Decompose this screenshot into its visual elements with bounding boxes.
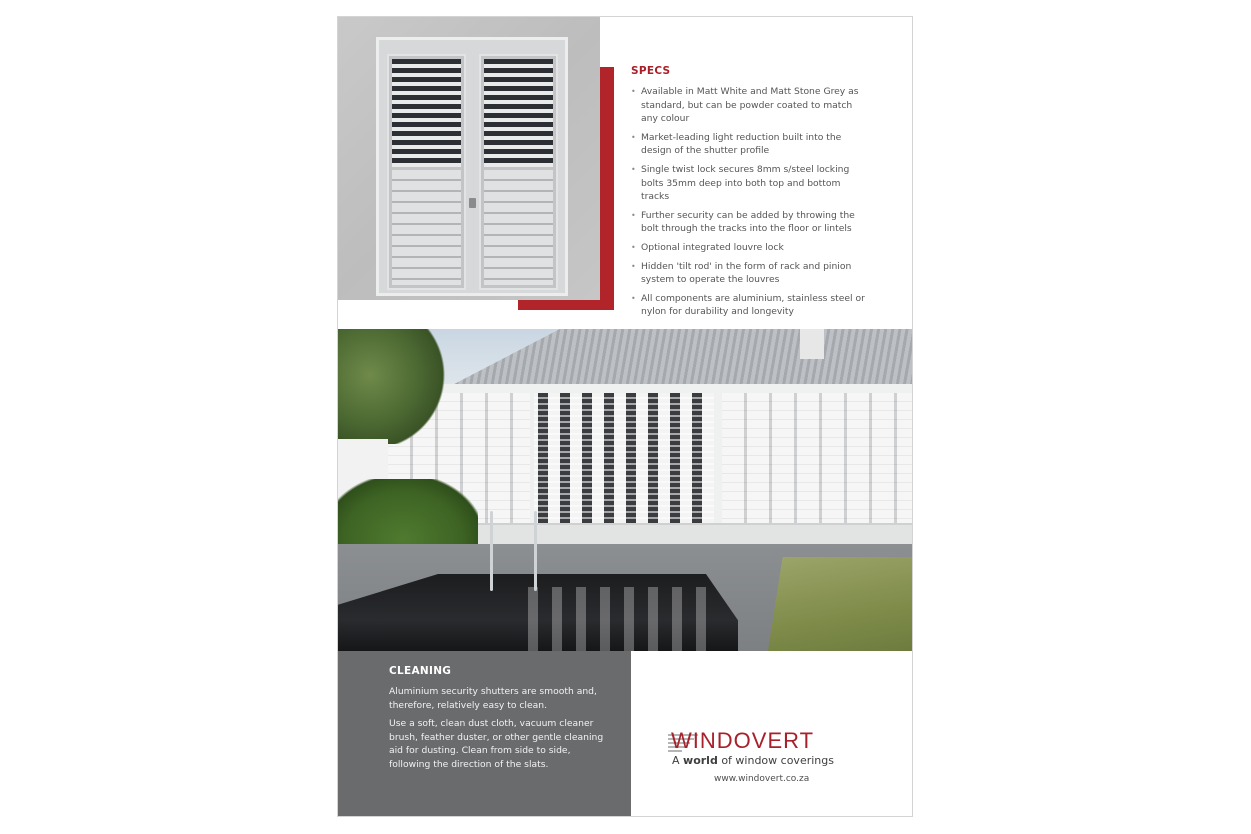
spec-item: • Single twist lock secures 8mm s/steel locking bolts 35mm deep into both top and bottom tracks [631,163,871,204]
cleaning-paragraph: Aluminium security shutters are smooth and, therefore, relatively easy to clean. [389,686,597,711]
specs-list [631,85,871,319]
closed-louvres [392,170,461,285]
open-shutters-center [534,393,714,523]
website-link[interactable]: www.windovert.co.za [714,774,810,784]
pool-house-photo [338,329,913,651]
pool-ladder-rail [534,511,537,591]
spec-item: • Optional integrated louvre lock [631,241,871,255]
closed-louvres [484,170,553,285]
spec-item: • Further security can be added by throwing the bolt through the tracks into the floor or lintels [631,209,871,236]
spec-item: • Hidden 'tilt rod' in the form of rack and pinion system to operate the louvres [631,260,871,287]
pool-reflection [528,587,708,651]
tagline-bold: world [683,754,718,767]
chimney [800,329,824,359]
door-panel-left [387,54,466,290]
door-frame [376,37,568,296]
tagline-suffix: of window coverings [721,754,834,767]
spec-item: • Available in Matt White and Matt Stone Grey as standard, but can be powder coated to match any colour [631,85,871,126]
open-louvres [484,59,553,167]
roof [408,329,913,387]
tagline-prefix: A [672,754,680,767]
cleaning-section [338,651,631,817]
spec-item: • All components are aluminium, stainless steel or nylon for durability and longevity [631,292,871,319]
brochure-page [337,16,913,817]
spec-item: • Market-leading light reduction built into the design of the shutter profile [631,131,871,158]
door-panel-right [479,54,558,290]
logo-tagline [672,754,834,767]
door-shutter-photo [338,17,600,300]
open-louvres [392,59,461,167]
specs-section [631,65,871,324]
logo-wordmark: WINDOVERT [671,728,815,753]
twist-lock [469,198,476,208]
closed-shutters-right [722,393,913,523]
specs-heading: SPECS [631,65,671,77]
cleaning-heading: CLEANING [389,665,452,677]
lawn [768,557,913,651]
pool-ladder-rail [490,511,493,591]
cleaning-paragraph: Use a soft, clean dust cloth, vacuum cleaner brush, feather duster, or other gentle cleaning aid for dusting. Clean from side to side, following the direction of the slats. [389,718,604,770]
tree [338,329,448,444]
